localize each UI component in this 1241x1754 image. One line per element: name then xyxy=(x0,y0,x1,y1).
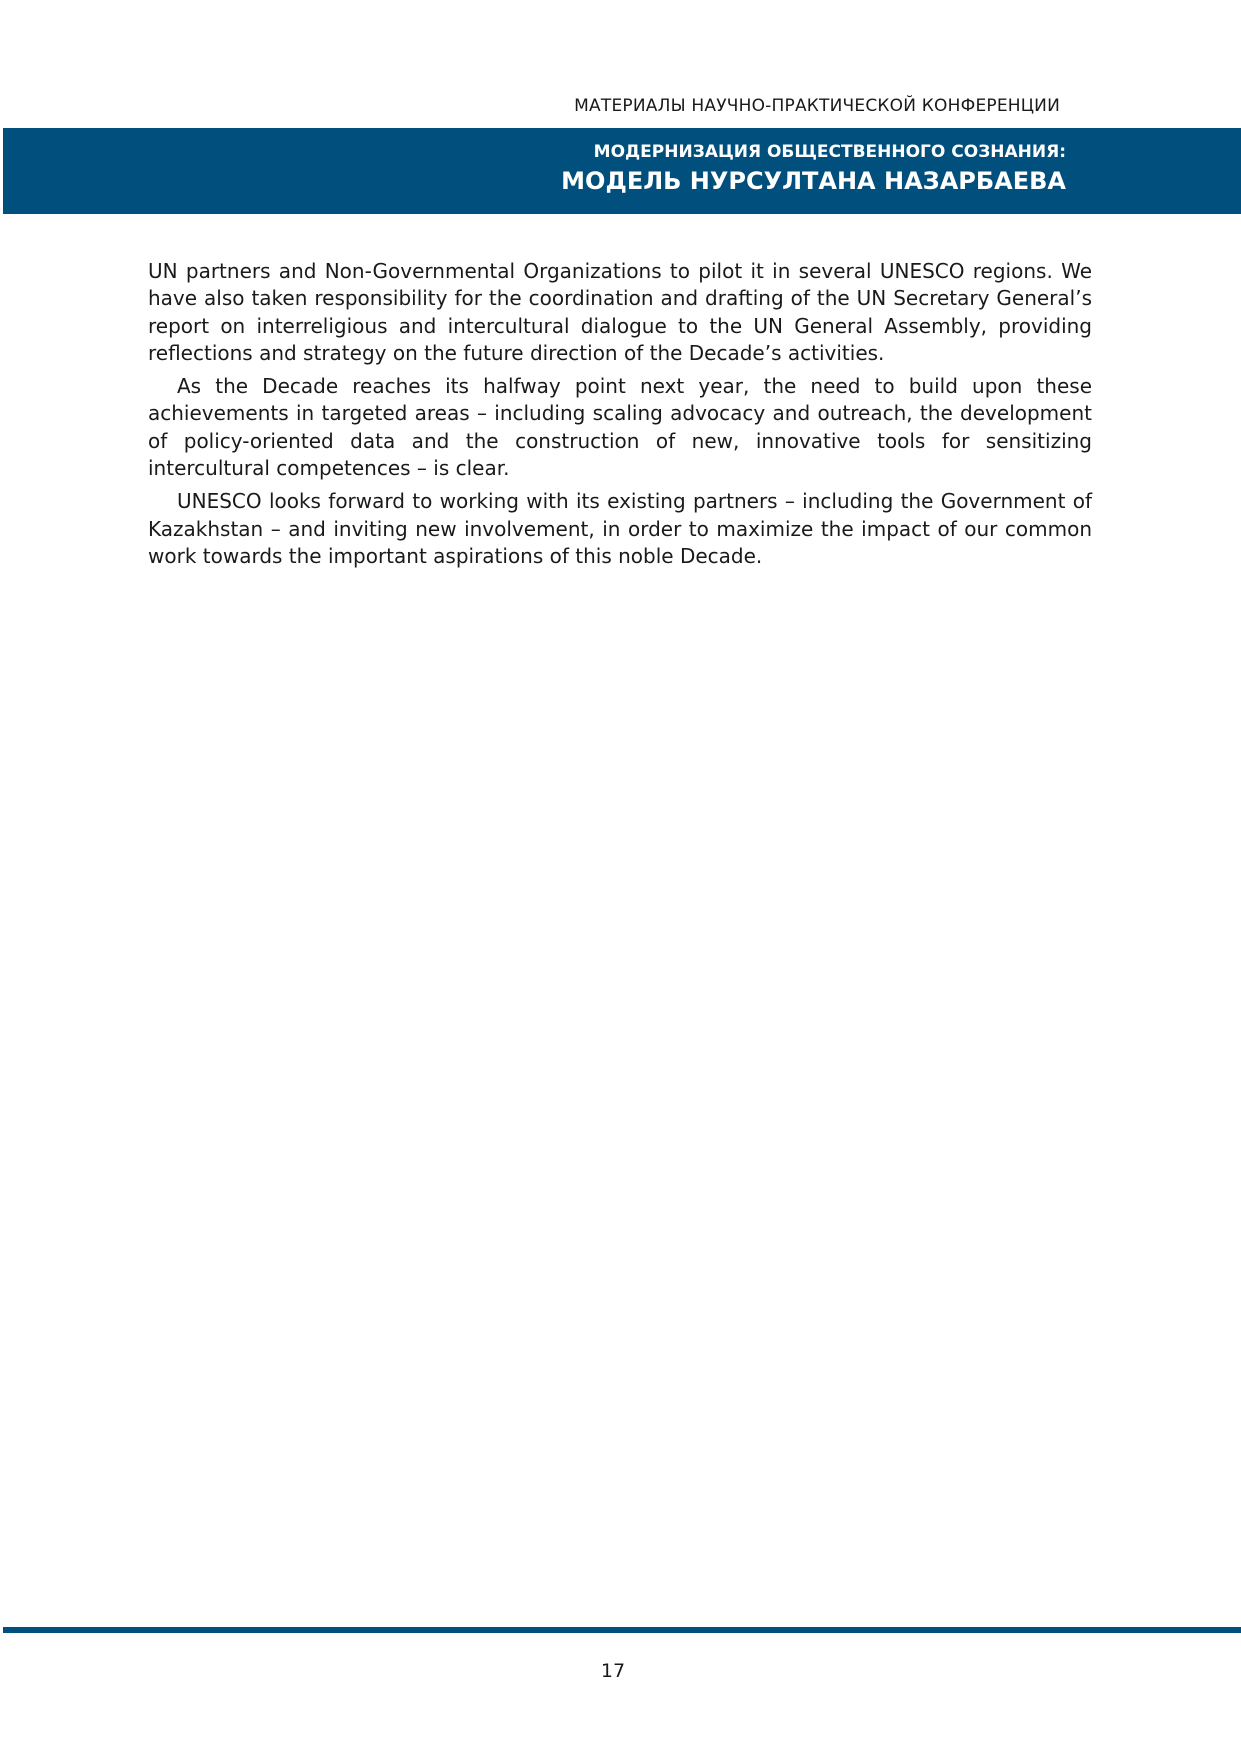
conference-title-line2: МОДЕЛЬ НУРСУЛТАНА НАЗАРБАЕВА xyxy=(561,167,1066,195)
header-band xyxy=(3,128,1241,214)
running-header: МАТЕРИАЛЫ НАУЧНО-ПРАКТИЧЕСКОЙ КОНФЕРЕНЦИИ xyxy=(574,96,1060,116)
page-number: 17 xyxy=(600,1660,626,1682)
paragraph-2: As the Decade reaches its halfway point next year, the need to build upon these achievements in targeted areas – including scaling advocacy and outreach, the development of policy-oriented data and the construction of new, innovative tools for sensitizing intercultural competences – is clear. xyxy=(148,374,1092,481)
body-text xyxy=(148,258,1092,576)
footer-rule xyxy=(3,1627,1241,1633)
paragraph-3: UNESCO looks forward to working with its existing partners – including the Government of Kazakhstan – and inviting new involvement, in order to maximize the impact of our common work towards the important aspirations of this noble Decade. xyxy=(148,489,1092,568)
conference-title-line1: МОДЕРНИЗАЦИЯ ОБЩЕСТВЕННОГО СОЗНАНИЯ: xyxy=(593,142,1066,162)
paragraph-1: UN partners and Non-Governmental Organizations to pilot it in several UNESCO regions. We have also taken responsibility for the coordination and drafting of the UN Secretary General’s report on interreligious and intercultural dialogue to the UN General Assembly, providing reflections and strategy on the future direction of the Decade’s activities. xyxy=(148,259,1092,365)
